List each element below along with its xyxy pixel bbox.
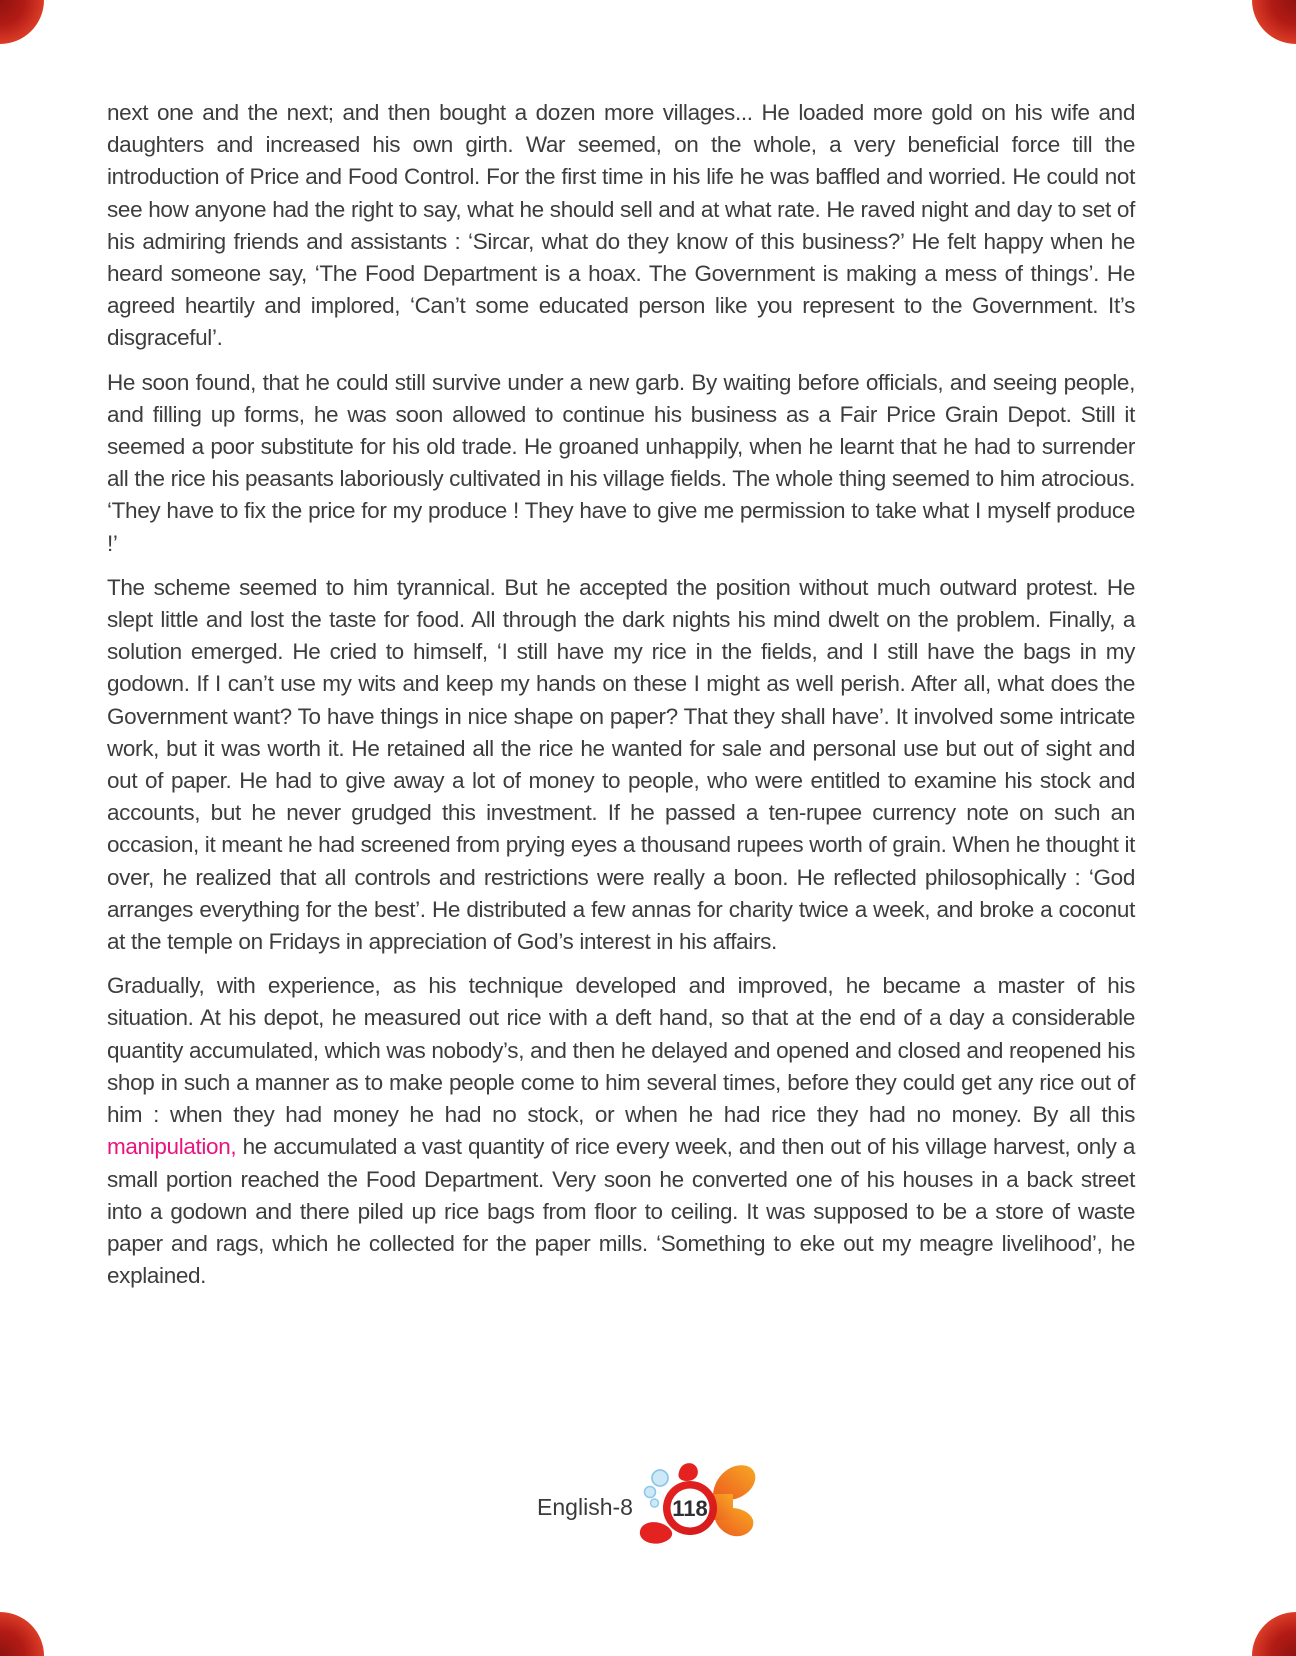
paragraph: He soon found, that he could still survive under a new garb. By waiting before officials, and seeing people, and filling up forms, he was soon allowed to continue his business as a Fair Price Grain Depot. Still it seemed a poor substitute for his old trade. He groaned unhappily, when he learnt that he had to surrender all the rice his peasants laboriously cultivated in his village fields. The whole thing seemed to him atrocious. ‘They have to fix the price for my produce ! They have to give me permission to take what I myself produce !’ (107, 369, 1135, 556)
highlighted-word: manipulation, (107, 1134, 237, 1160)
page-number: 118 (672, 1496, 708, 1521)
fish-top-fin (678, 1463, 697, 1481)
paragraph (107, 970, 1135, 1292)
corner-ornament-icon (1250, 1610, 1296, 1656)
paragraph-text: he accumulated a vast quantity of rice every week, and then out of his village harvest, only a small portion reached the Food Department. Very soon he converted one of his houses in a back street into a godown and there piled up rice bags from floor to ceiling. It was supposed to be a store of waste paper and rags, which he collected for the paper mills. ‘Something to eke out my meagre livelihood’, he explained. (107, 1134, 1135, 1289)
page-text (107, 97, 1135, 1304)
paragraph: next one and the next; and then bought a dozen more villages... He loaded more gold on his wife and daughters and increased his own girth. War seemed, on the whole, a very beneficial force till the introduction of Price and Food Control. For the first time in his life he was baffled and worried. He could not see how anyone had the right to say, what he should sell and at what rate. He raved night and day to set of his admiring friends and assistants : ‘Sircar, what do they know of this business?’ He felt happy when he heard someone say, ‘The Food Department is a hoax. The Government is making a mess of things’. He agreed heartily and implored, ‘Can’t some educated person like you represent to the Government. It’s disgraceful’. (107, 100, 1135, 351)
corner-ornament-icon (0, 1610, 46, 1656)
paragraph: The scheme seemed to him tyrannical. But he accepted the position without much outward protest. He slept little and lost the taste for food. All through the dark nights his mind dwelt on the problem. Finally, a solution emerged. He cried to himself, ‘I still have my rice in the fields, and I still have the bags in my godown. If I can’t use my wits and keep my hands on these I might as well perish. After all, what does the Government want? To have things in nice shape on paper? That they shall have’. It involved some intricate work, but it was worth it. He retained all the rice he wanted for sale and personal use but out of sight and out of paper. He had to give away a lot of money to people, who were entitled to examine his stock and accounts, but he never grudged this investment. If he passed a ten-rupee currency note on such an occasion, it meant he had screened from prying eyes a thousand rupees worth of grain. When he thought it over, he realized that all controls and restrictions were really a boon. He reflected philosophically : ‘God arranges everything for the best’. He distributed a few annas for charity twice a week, and broke a coconut at the temple on Fridays in appreciation of God’s interest in his affairs. (107, 574, 1135, 955)
fish-side-fin (640, 1522, 672, 1544)
corner-ornament-icon (0, 0, 46, 46)
book-title-label: English-8 (537, 1493, 633, 1520)
page-footer (0, 1458, 1296, 1552)
corner-ornament-icon (1250, 0, 1296, 46)
fish-logo (635, 1458, 759, 1552)
paragraph-text: Gradually, with experience, as his technique developed and improved, he became a master of his situation. At his depot, he measured out rice with a deft hand, so that at the end of a day a considerable quantity accumulated, which was nobody’s, and then he delayed and opened and closed and reopened his shop in such a manner as to make people come to him several times, before they could get any rice out of him : when they had money he had no stock, or when he had rice they had no money. By all this (107, 973, 1135, 1128)
